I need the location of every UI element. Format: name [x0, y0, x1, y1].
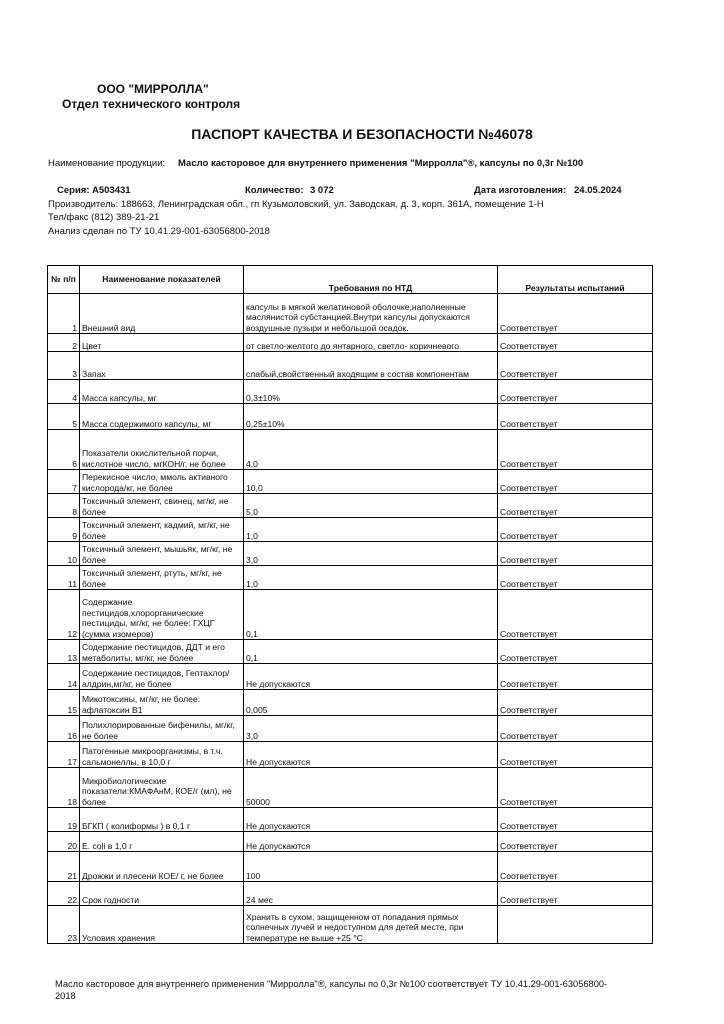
row-indicator: Содержание пестицидов, ДДТ и его метаболиты, мг/кг, не более	[80, 640, 244, 664]
row-number: 23	[48, 906, 80, 944]
table-row	[48, 542, 653, 566]
quantity-label: Количество:	[245, 185, 304, 196]
table-row	[48, 768, 653, 808]
row-result: Соответствует	[498, 518, 653, 542]
row-number: 7	[48, 470, 80, 494]
row-requirement: 4,0	[244, 430, 498, 470]
row-result: Соответствует	[498, 690, 653, 716]
table-row	[48, 566, 653, 590]
row-result: Соответствует	[498, 640, 653, 664]
row-requirement: 0,005	[244, 690, 498, 716]
row-number: 3	[48, 352, 80, 380]
row-indicator: Запах	[80, 352, 244, 380]
row-number: 12	[48, 590, 80, 640]
quantity-value: 3 072	[310, 185, 334, 196]
row-result: Соответствует	[498, 566, 653, 590]
date-value: 24.05.2024	[574, 185, 622, 196]
row-indicator: Срок годности	[80, 882, 244, 906]
row-requirement: 0,1	[244, 640, 498, 664]
row-number: 17	[48, 742, 80, 768]
table-row	[48, 690, 653, 716]
row-indicator: Патогенные микроорганизмы, в т.ч. сальмонеллы, в 10,0 г	[80, 742, 244, 768]
document-title: ПАСПОРТ КАЧЕСТВА И БЕЗОПАСНОСТИ №46078	[191, 126, 533, 142]
row-indicator: Содержание пестицидов, Гептахлор/ алдрин,мг/кг, не более	[80, 664, 244, 690]
row-indicator: Условия хранения	[80, 906, 244, 944]
table-row	[48, 906, 653, 944]
row-requirement: Не допускаются	[244, 742, 498, 768]
company-name: ООО "МИРРОЛЛА"	[97, 82, 209, 96]
product-label: Наименование продукции:	[48, 158, 166, 169]
row-result: Соответствует	[498, 352, 653, 380]
row-requirement: 1,0	[244, 566, 498, 590]
row-indicator: БГКП ( колиформы ) в 0,1 г	[80, 808, 244, 832]
table-row	[48, 852, 653, 882]
row-number: 8	[48, 494, 80, 518]
row-number: 4	[48, 380, 80, 404]
row-requirement: 3,0	[244, 716, 498, 742]
row-number: 10	[48, 542, 80, 566]
row-indicator: Токсичный элемент, мышьяк, мг/кг, не более	[80, 542, 244, 566]
row-requirement: 0,1	[244, 590, 498, 640]
row-number: 5	[48, 404, 80, 430]
table-row	[48, 470, 653, 494]
row-result: Соответствует	[498, 430, 653, 470]
product-value: Масло касторовое для внутреннего применения "Мирролла"®, капсулы по 0,3г №100	[178, 158, 584, 169]
row-result: Соответствует	[498, 404, 653, 430]
row-indicator: Токсичный элемент, кадмий, мг/кг, не более	[80, 518, 244, 542]
row-indicator: Масса содержимого капсулы, мг	[80, 404, 244, 430]
series-label: Серия:	[57, 185, 90, 196]
row-requirement: 0,3±10%	[244, 380, 498, 404]
date-label: Дата изготовления:	[474, 185, 567, 196]
row-requirement: Не допускаются	[244, 832, 498, 852]
table-row	[48, 334, 653, 352]
row-indicator: Содержание пестицидов,хлорорганические пестициды, мг/кг, не более: ГХЦГ (сумма изомеров)	[80, 590, 244, 640]
row-indicator: Цвет	[80, 334, 244, 352]
series-value: А503431	[92, 185, 131, 196]
phone-line: Тел/факс (812) 389-21-21	[48, 212, 160, 223]
row-result: Соответствует	[498, 768, 653, 808]
row-indicator: Внешний вид	[80, 294, 244, 334]
row-requirement: Не допускаются	[244, 808, 498, 832]
table-row	[48, 404, 653, 430]
table-row	[48, 352, 653, 380]
row-indicator: Масса капсулы, мг	[80, 380, 244, 404]
row-result: Соответствует	[498, 470, 653, 494]
row-result: Соответствует	[498, 294, 653, 334]
row-indicator: Полихлорированные бифенилы, мг/кг, не более	[80, 716, 244, 742]
row-indicator: Дрожжи и плесени КОЕ/ г, не более	[80, 852, 244, 882]
row-result: Соответствует	[498, 852, 653, 882]
table-row	[48, 640, 653, 664]
quality-table	[47, 265, 653, 944]
row-number: 11	[48, 566, 80, 590]
conformity-statement: Масло касторовое для внутреннего применения "Мирролла"®, капсулы по 0,3г №100 соответствует ТУ 10.41.29-001-63056800-2018	[55, 979, 608, 1001]
row-requirement: 10,0	[244, 470, 498, 494]
row-number: 16	[48, 716, 80, 742]
row-number: 15	[48, 690, 80, 716]
row-result: Соответствует	[498, 808, 653, 832]
table-row	[48, 664, 653, 690]
row-result: Соответствует	[498, 542, 653, 566]
row-result: Соответствует	[498, 590, 653, 640]
row-result: Соответствует	[498, 334, 653, 352]
table-row	[48, 882, 653, 906]
row-requirement: 0,25±10%	[244, 404, 498, 430]
row-result: Соответствует	[498, 664, 653, 690]
row-result	[498, 906, 653, 944]
header-requirements: Требования по НТД	[244, 266, 498, 294]
row-number: 13	[48, 640, 80, 664]
table-row	[48, 590, 653, 640]
row-number: 9	[48, 518, 80, 542]
row-number: 14	[48, 664, 80, 690]
row-requirement: 100	[244, 852, 498, 882]
department-name: Отдел технического контроля	[62, 97, 241, 111]
row-result: Соответствует	[498, 742, 653, 768]
row-result: Соответствует	[498, 882, 653, 906]
table-row	[48, 716, 653, 742]
row-indicator: Микробиологические показатели:КМАФАнМ, КОЕ/г (мл), не более	[80, 768, 244, 808]
row-indicator: E. coli в 1,0 г	[80, 832, 244, 852]
header-name: Наименование показателей	[80, 266, 244, 294]
row-indicator: Токсичный элемент, свинец, мг/кг, не более	[80, 494, 244, 518]
table-row	[48, 518, 653, 542]
row-number: 1	[48, 294, 80, 334]
row-requirement: Не допускаются	[244, 664, 498, 690]
header-results: Результаты испытаний	[498, 266, 653, 294]
row-indicator: Микотоксины, мг/кг, не более: афлатоксин В1	[80, 690, 244, 716]
row-requirement: 1,0	[244, 518, 498, 542]
table-row	[48, 832, 653, 852]
row-requirement: 24 мес	[244, 882, 498, 906]
row-requirement: от светло-желтого до янтарного, светло- коричневого	[244, 334, 498, 352]
row-result: Соответствует	[498, 716, 653, 742]
row-requirement: слабый,свойственный входящим в состав компонентам	[244, 352, 498, 380]
row-result: Соответствует	[498, 494, 653, 518]
header-num: № п/п	[48, 266, 80, 294]
row-number: 19	[48, 808, 80, 832]
table-row	[48, 430, 653, 470]
row-requirement: 3,0	[244, 542, 498, 566]
row-result: Соответствует	[498, 832, 653, 852]
table-row	[48, 742, 653, 768]
table-row	[48, 294, 653, 334]
row-result: Соответствует	[498, 380, 653, 404]
row-requirement: Хранить в сухом, защищенном от попадания прямых солнечных лучей и недоступном для детей месте, при температуре не выше +25 °С	[244, 906, 498, 944]
table-row	[48, 494, 653, 518]
manufacturer-line: Производитель: 188663, Ленинградская обл., гп Кузьмоловский, ул. Заводская, д. 3, корп. 361А, помещение 1-Н	[48, 199, 544, 210]
row-indicator: Перекисное число, ммоль активного кислорода/кг, не более	[80, 470, 244, 494]
table-row	[48, 380, 653, 404]
row-requirement: капсулы в мягкой желатиновой оболочке,наполненные масляниcтой субстанцией.Внутри капсулы допускаются воздушные пузыри и небольшой осадок.	[244, 294, 498, 334]
row-indicator: Токсичный элемент, ртуть, мг/кг, не более	[80, 566, 244, 590]
row-requirement: 50000	[244, 768, 498, 808]
row-indicator: Показатели окислительной порчи, кислотное число, мгКОН/г, не более	[80, 430, 244, 470]
table-row	[48, 808, 653, 832]
analysis-line: Анализ сделан по ТУ 10.41.29-001-63056800-2018	[48, 226, 270, 237]
row-number: 20	[48, 832, 80, 852]
row-requirement: 5,0	[244, 494, 498, 518]
row-number: 2	[48, 334, 80, 352]
row-number: 22	[48, 882, 80, 906]
row-number: 18	[48, 768, 80, 808]
row-number: 21	[48, 852, 80, 882]
row-number: 6	[48, 430, 80, 470]
